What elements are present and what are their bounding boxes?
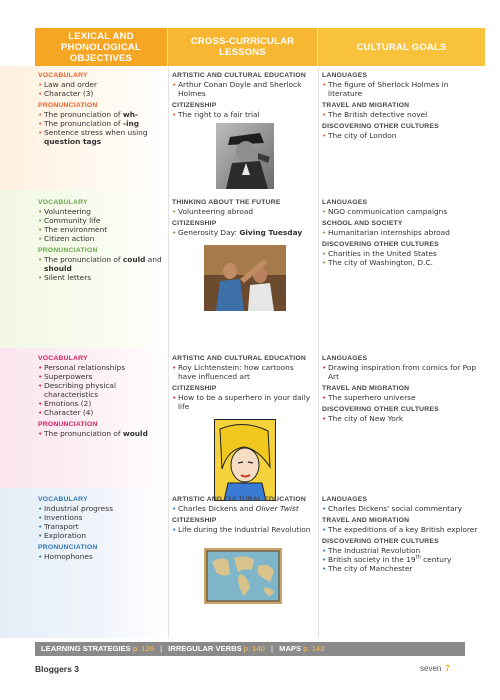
list-item: • Volunteering	[38, 207, 162, 216]
vocabulary-heading: VOCABULARY	[38, 355, 88, 362]
section-list	[172, 393, 312, 411]
vocabulary-list	[38, 80, 162, 98]
list-item: • The pronunciation of could and should	[38, 255, 162, 273]
list-item: • Charities in the United States	[322, 249, 479, 258]
list-item: • The city of Manchester	[322, 564, 479, 573]
vocabulary-list	[38, 363, 162, 417]
vocabulary-heading: VOCABULARY	[38, 496, 88, 503]
list-item: • Character (4)	[38, 408, 162, 417]
list-item: • Character (3)	[38, 89, 162, 98]
table-row-1	[35, 69, 485, 189]
list-item: • Personal relationships	[38, 363, 162, 372]
section-heading: CITIZENSHIP	[172, 220, 217, 227]
list-item: • Generosity Day: Giving Tuesday	[172, 228, 312, 237]
vocabulary-heading: VOCABULARY	[38, 72, 88, 79]
list-item: • The right to a fair trial	[172, 110, 312, 119]
list-item: • The expeditions of a key British explorer	[322, 525, 479, 534]
header-cultural: CULTURAL GOALS	[318, 28, 485, 66]
list-item: • The pronunciation of -ing	[38, 119, 162, 128]
list-item: • Humanitarian internships abroad	[322, 228, 479, 237]
world-map-photo	[204, 548, 282, 604]
section-heading: LANGUAGES	[322, 496, 368, 503]
irregular-verbs-link[interactable]: IRREGULAR VERBS	[168, 644, 242, 653]
section-list	[322, 249, 479, 267]
list-item: • The figure of Sherlock Holmes in literature	[322, 80, 479, 98]
pronunciation-list	[38, 255, 162, 282]
list-item: • Transport	[38, 522, 162, 531]
list-item: • The superhero universe	[322, 393, 479, 402]
section-heading: LANGUAGES	[322, 199, 368, 206]
reference-bar	[35, 642, 465, 656]
list-item: • Inventions	[38, 513, 162, 522]
pronunciation-list	[38, 110, 162, 146]
section-list	[322, 131, 479, 140]
list-item: • Arthur Conan Doyle and Sherlock Holmes	[172, 80, 312, 98]
section-list	[172, 363, 312, 381]
separator: |	[271, 644, 273, 653]
cultural-cell	[318, 196, 485, 311]
section-list	[172, 525, 312, 534]
list-item: • Roy Lichtenstein: how cartoons have influenced art	[172, 363, 312, 381]
section-heading: TRAVEL AND MIGRATION	[322, 517, 410, 524]
list-item: • The city of Washington, D.C.	[322, 258, 479, 267]
separator: |	[160, 644, 163, 653]
section-list	[172, 207, 312, 216]
list-item: • Life during the Industrial Revolution	[172, 525, 312, 534]
section-heading: DISCOVERING OTHER CULTURES	[322, 123, 439, 130]
list-item: • The British detective novel	[322, 110, 479, 119]
pronunciation-heading: PRONUNCIATION	[38, 421, 98, 428]
header-cross-curricular: CROSS-CURRICULAR LESSONS	[168, 28, 318, 66]
section-heading: TRAVEL AND MIGRATION	[322, 385, 410, 392]
page-word: seven	[420, 664, 442, 673]
section-list	[322, 363, 479, 381]
list-item: • The pronunciation of wh-	[38, 110, 162, 119]
list-item: • NGO communication campaigns	[322, 207, 479, 216]
section-heading: LANGUAGES	[322, 72, 368, 79]
pronunciation-heading: PRONUNCIATION	[38, 102, 98, 109]
irregular-verbs-page: p. 140	[243, 644, 265, 653]
list-item: • Charles Dickens' social commentary	[322, 504, 479, 513]
section-heading: DISCOVERING OTHER CULTURES	[322, 538, 439, 545]
book-title: Bloggers 3	[35, 664, 79, 674]
list-item: • Sentence stress when using question tags	[38, 128, 162, 146]
list-item: • The pronunciation of would	[38, 429, 162, 438]
list-item: • Drawing inspiration from comics for Pop Art	[322, 363, 479, 381]
table-row-4	[35, 493, 485, 604]
vocabulary-list	[38, 504, 162, 540]
learning-strategies-page: p. 126	[132, 644, 154, 653]
pronunciation-heading: PRONUNCIATION	[38, 544, 98, 551]
list-item: • The city of New York	[322, 414, 479, 423]
section-list	[322, 525, 479, 534]
volunteers-photo	[204, 245, 286, 311]
section-list	[322, 207, 479, 216]
list-item: • Homophones	[38, 552, 162, 561]
section-list	[172, 504, 312, 513]
section-list	[322, 414, 479, 423]
vocabulary-list	[38, 207, 162, 243]
cross-curricular-cell	[168, 352, 318, 501]
section-list	[172, 80, 312, 98]
section-list	[322, 228, 479, 237]
section-list	[322, 393, 479, 402]
detective-photo	[216, 123, 274, 189]
section-list	[322, 504, 479, 513]
table-header	[35, 28, 485, 66]
list-item: • Law and order	[38, 80, 162, 89]
section-list	[172, 110, 312, 119]
page-number: 7	[445, 664, 450, 673]
cultural-cell	[318, 69, 485, 189]
page-indicator	[420, 664, 450, 673]
cultural-cell	[318, 352, 485, 501]
vocabulary-heading: VOCABULARY	[38, 199, 88, 206]
pop-art-comic-photo	[214, 419, 276, 501]
section-heading: CITIZENSHIP	[172, 102, 217, 109]
cultural-cell	[318, 493, 485, 604]
learning-strategies-link[interactable]: LEARNING STRATEGIES	[41, 644, 131, 653]
lexical-cell	[35, 352, 168, 501]
list-item: • Exploration	[38, 531, 162, 540]
list-item: • Community life	[38, 216, 162, 225]
section-list	[322, 110, 479, 119]
section-heading: CITIZENSHIP	[172, 517, 217, 524]
maps-link[interactable]: MAPS	[279, 644, 302, 653]
list-item: • Superpowers	[38, 372, 162, 381]
section-list	[322, 546, 479, 573]
section-heading: ARTISTIC AND CULTURAL EDUCATION	[172, 72, 306, 79]
section-heading: CITIZENSHIP	[172, 385, 217, 392]
lexical-cell	[35, 196, 168, 311]
list-item: • Describing physical characteristics	[38, 381, 162, 399]
section-heading: ARTISTIC AND CULTURAL EDUCATION	[172, 355, 306, 362]
section-heading: ARTISTIC AND CULTURAL EDUCATION	[172, 496, 306, 503]
list-item: • Industrial progress	[38, 504, 162, 513]
lexical-cell	[35, 493, 168, 604]
list-item: • British society in the 19th century	[322, 555, 479, 564]
list-item: • The Industrial Revolution	[322, 546, 479, 555]
lexical-cell	[35, 69, 168, 189]
header-lexical: LEXICAL AND PHONOLOGICAL OBJECTIVES	[35, 28, 168, 66]
list-item: • How to be a superhero in your daily life	[172, 393, 312, 411]
table-row-3	[35, 352, 485, 501]
maps-page: p. 143	[303, 644, 325, 653]
cross-curricular-cell	[168, 196, 318, 311]
table-row-2	[35, 196, 485, 311]
section-list	[322, 80, 479, 98]
pronunciation-heading: PRONUNCIATION	[38, 247, 98, 254]
section-heading: DISCOVERING OTHER CULTURES	[322, 406, 439, 413]
section-heading: LANGUAGES	[322, 355, 368, 362]
list-item: • Charles Dickens and Oliver Twist	[172, 504, 312, 513]
list-item: • Silent letters	[38, 273, 162, 282]
list-item: • The environment	[38, 225, 162, 234]
list-item: • Emotions (2)	[38, 399, 162, 408]
section-heading: TRAVEL AND MIGRATION	[322, 102, 410, 109]
list-item: • Citizen action	[38, 234, 162, 243]
section-heading: SCHOOL AND SOCIETY	[322, 220, 403, 227]
list-item: • Volunteering abroad	[172, 207, 312, 216]
pronunciation-list	[38, 429, 162, 438]
cross-curricular-cell	[168, 69, 318, 189]
pronunciation-list	[38, 552, 162, 561]
section-list	[172, 228, 312, 237]
cross-curricular-cell	[168, 493, 318, 604]
section-heading: DISCOVERING OTHER CULTURES	[322, 241, 439, 248]
section-heading: THINKING ABOUT THE FUTURE	[172, 199, 281, 206]
list-item: • The city of London	[322, 131, 479, 140]
